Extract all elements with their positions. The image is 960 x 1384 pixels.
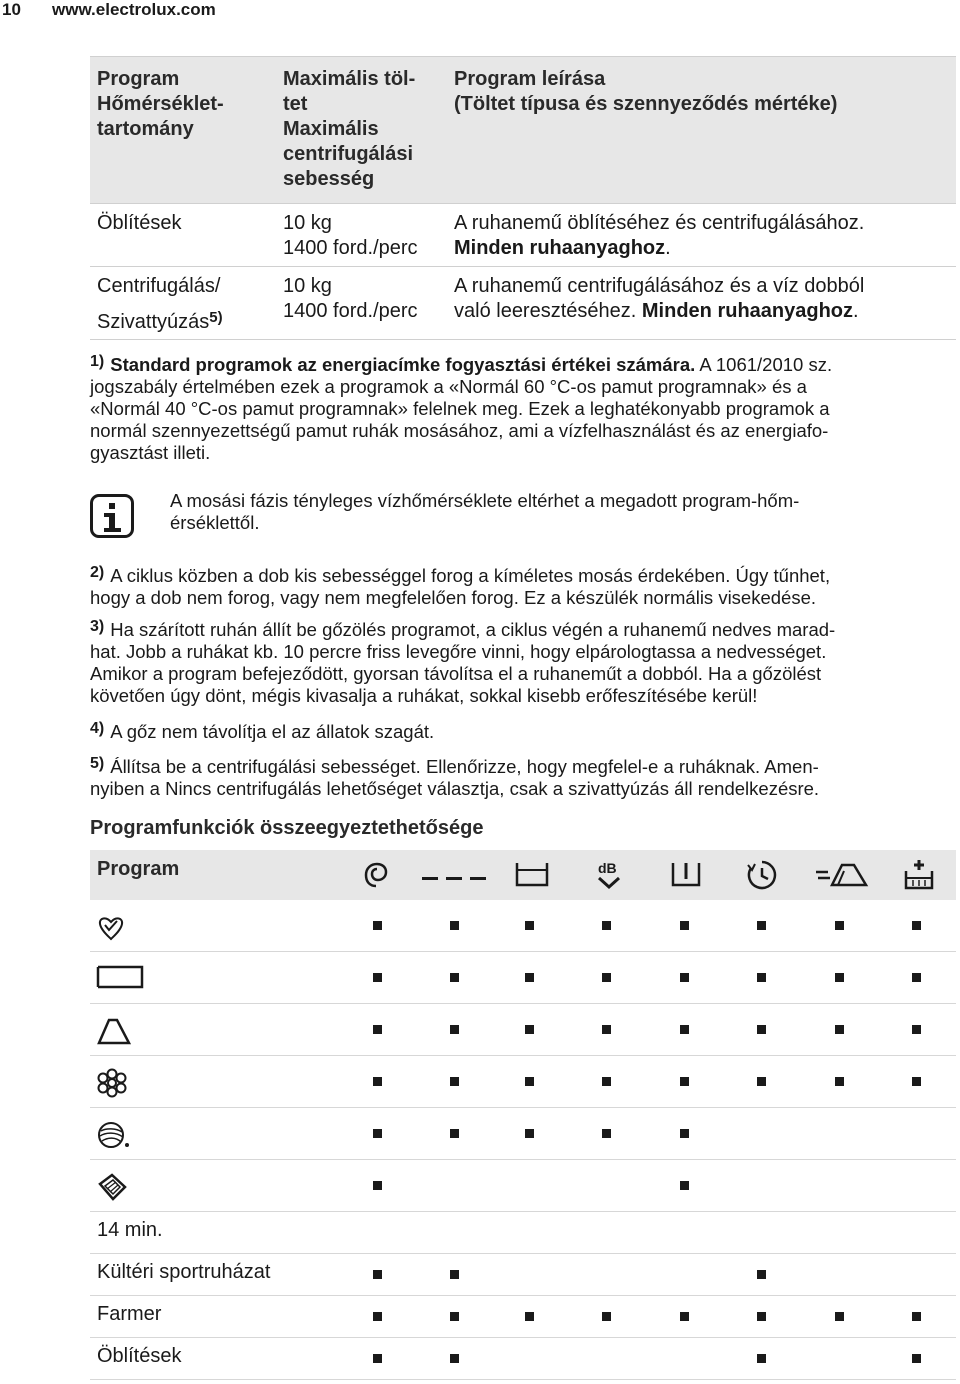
compatible-mark: [450, 1354, 459, 1363]
no-spin-icon: [420, 859, 488, 889]
delicates-icon: [96, 1068, 128, 1098]
table-row: [90, 203, 956, 266]
compatible-mark: [450, 1025, 459, 1034]
rinse-hold-icon: [514, 859, 550, 889]
compatible-mark: [450, 1270, 459, 1279]
header-max-load: Maximális töl- tet Maximális centrifugálási sebesség: [283, 68, 416, 190]
compatible-mark: [450, 1129, 459, 1138]
compatible-mark: [680, 1025, 689, 1034]
compatible-mark: [912, 1077, 921, 1086]
footnote-5: 5) Állítsa be a centrifugálási sebességet. Ellenőrizze, hogy megfelel-e a ruháknak. Amen- nyiben a Nincs centrifugálás lehetőséget választja, csak a szivattyúzás áll rendelkezésre.: [90, 755, 820, 799]
compatible-mark: [602, 1129, 611, 1138]
compatible-mark: [373, 1354, 382, 1363]
compatible-mark: [525, 973, 534, 982]
compatible-mark: [835, 1077, 844, 1086]
cotton-eco-icon: [96, 912, 126, 942]
program-label: 14 min.: [97, 1219, 163, 1241]
compatible-mark: [680, 1312, 689, 1321]
compatible-mark: [835, 921, 844, 930]
header-description: Program leírása (Töltet típusa és szennyeződés mértéke): [454, 68, 838, 115]
table-row: [90, 900, 956, 952]
compatible-mark: [757, 1270, 766, 1279]
table-row: [90, 1004, 956, 1056]
table-row: [90, 1296, 956, 1338]
program-description: A ruhanemű öblítéséhez és centrifugálásához. Minden ruhaanyaghoz.: [454, 212, 865, 259]
header-program: Program: [97, 858, 180, 880]
compatible-mark: [912, 1312, 921, 1321]
table-row: [90, 952, 956, 1004]
compatible-mark: [757, 1077, 766, 1086]
compatible-mark: [525, 1077, 534, 1086]
program-table: [90, 56, 956, 340]
compatible-mark: [680, 973, 689, 982]
compatible-mark: [373, 1077, 382, 1086]
compatibility-header: [90, 850, 956, 900]
table-row: [90, 1338, 956, 1380]
compatible-mark: [450, 1077, 459, 1086]
compatible-mark: [525, 1025, 534, 1034]
footnote-3: 3) Ha szárított ruhán állít be gőzölés programot, a ciklus végén a ruhanemű nedves marad- hat. Jobb a ruhákat kb. 10 percre friss levegőre vinni, hogy elpárologtassa a nedvességet. Amikor a program befejeződött, gyorsan távolítsa el a ruhaneműt a dobból. Ha a gőzölést követően úgy dönt, mégis kivasalja a ruhákat, sokkal kisebb erőfeszítésébe kerül!: [90, 618, 836, 706]
compatible-mark: [602, 921, 611, 930]
compatible-mark: [835, 973, 844, 982]
compatible-mark: [757, 1312, 766, 1321]
section-title: Programfunkciók összeegyeztethetősége: [90, 817, 484, 839]
header-program: Program Hőmérséklet- tartomány: [97, 68, 224, 140]
compatible-mark: [373, 1181, 382, 1190]
load-speed: 10 kg 1400 ford./perc: [283, 275, 418, 322]
compatible-mark: [835, 1312, 844, 1321]
synthetics-icon: [96, 964, 146, 990]
time-save-icon: [814, 859, 870, 891]
footnote-ref: 5): [209, 309, 223, 326]
page-number: 10: [2, 0, 21, 19]
table-row: [90, 1212, 956, 1254]
compatible-mark: [450, 921, 459, 930]
table-row: [90, 1108, 956, 1160]
footnote-1: 1) Standard programok az energiacímke fogyasztási értékei számára. A 1061/2010 sz. jogszabály értelmében ezek a programok a «Normál 60 °C-os pamut programnak» és a «Normál 40 °C-os pamut programnak» felelnek meg. Ezek a leghatékonyabb programok a normál szennyezettségű pamut ruhák mosásához, ami a vízfelhasználást és az energiafo- gyasztást illeti.: [90, 353, 833, 463]
compatible-mark: [757, 921, 766, 930]
compatibility-table: [90, 850, 956, 1380]
night-quiet-icon: [594, 859, 624, 893]
footnote-2: 2) A ciklus közben a dob kis sebességgel forog a kíméletes mosás érdekében. Úgy tűnhet, hogy a dob nem forog, vagy nem megfelelően forog. Ez a készülék normális visekedése.: [90, 564, 831, 608]
duvet-icon: [96, 1172, 128, 1202]
compatible-mark: [912, 1025, 921, 1034]
compatible-mark: [680, 921, 689, 930]
program-name: Öblítések: [97, 212, 182, 234]
info-icon: [90, 494, 134, 538]
stain-icon: [670, 859, 702, 889]
program-table-header: [90, 56, 956, 203]
compatible-mark: [525, 1312, 534, 1321]
compatible-mark: [912, 1354, 921, 1363]
table-row: [90, 1160, 956, 1212]
wool-icon: [96, 1120, 132, 1150]
compatible-mark: [680, 1181, 689, 1190]
program-label: Kültéri sportruházat: [97, 1261, 271, 1283]
compatible-mark: [373, 973, 382, 982]
compatible-mark: [757, 1354, 766, 1363]
compatible-mark: [373, 1312, 382, 1321]
extra-rinse-icon: [902, 859, 936, 891]
compatible-mark: [757, 1025, 766, 1034]
program-label: Farmer: [97, 1303, 162, 1325]
compatible-mark: [680, 1077, 689, 1086]
footnote-4: 4) A gőz nem távolítja el az állatok szagát.: [90, 720, 435, 742]
compatible-mark: [602, 973, 611, 982]
easy-iron-icon: [96, 1016, 132, 1046]
program-name: Centrifugálás/ Szivattyúzás$^{5)}$: [97, 275, 223, 333]
compatible-mark: [680, 1129, 689, 1138]
compatible-mark: [450, 1312, 459, 1321]
compatible-mark: [835, 1025, 844, 1034]
compatible-mark: [373, 1270, 382, 1279]
compatible-mark: [373, 921, 382, 930]
compatible-mark: [602, 1025, 611, 1034]
spin-icon: [363, 859, 389, 889]
compatible-mark: [912, 973, 921, 982]
site-url[interactable]: www.electrolux.com: [52, 0, 216, 19]
table-row: [90, 266, 956, 340]
delay-start-icon: [746, 859, 778, 891]
compatible-mark: [373, 1025, 382, 1034]
compatible-mark: [525, 921, 534, 930]
compatible-mark: [602, 1077, 611, 1086]
compatible-mark: [912, 921, 921, 930]
info-note: [90, 490, 950, 540]
info-text: A mosási fázis tényleges vízhőmérséklete eltérhet a megadott program-hőm- érséklettől.: [170, 490, 800, 533]
compatible-mark: [602, 1312, 611, 1321]
svg-text:dB: dB: [598, 860, 617, 876]
compatible-mark: [450, 973, 459, 982]
table-row: [90, 1056, 956, 1108]
compatible-mark: [525, 1129, 534, 1138]
compatible-mark: [373, 1129, 382, 1138]
compatible-mark: [757, 973, 766, 982]
table-row: [90, 1254, 956, 1296]
program-description: A ruhanemű centrifugálásához és a víz dobból való leeresztéséhez. Minden ruhaanyaghoz.: [454, 275, 865, 322]
program-label: Öblítések: [97, 1345, 182, 1367]
load-speed: 10 kg 1400 ford./perc: [283, 212, 418, 259]
